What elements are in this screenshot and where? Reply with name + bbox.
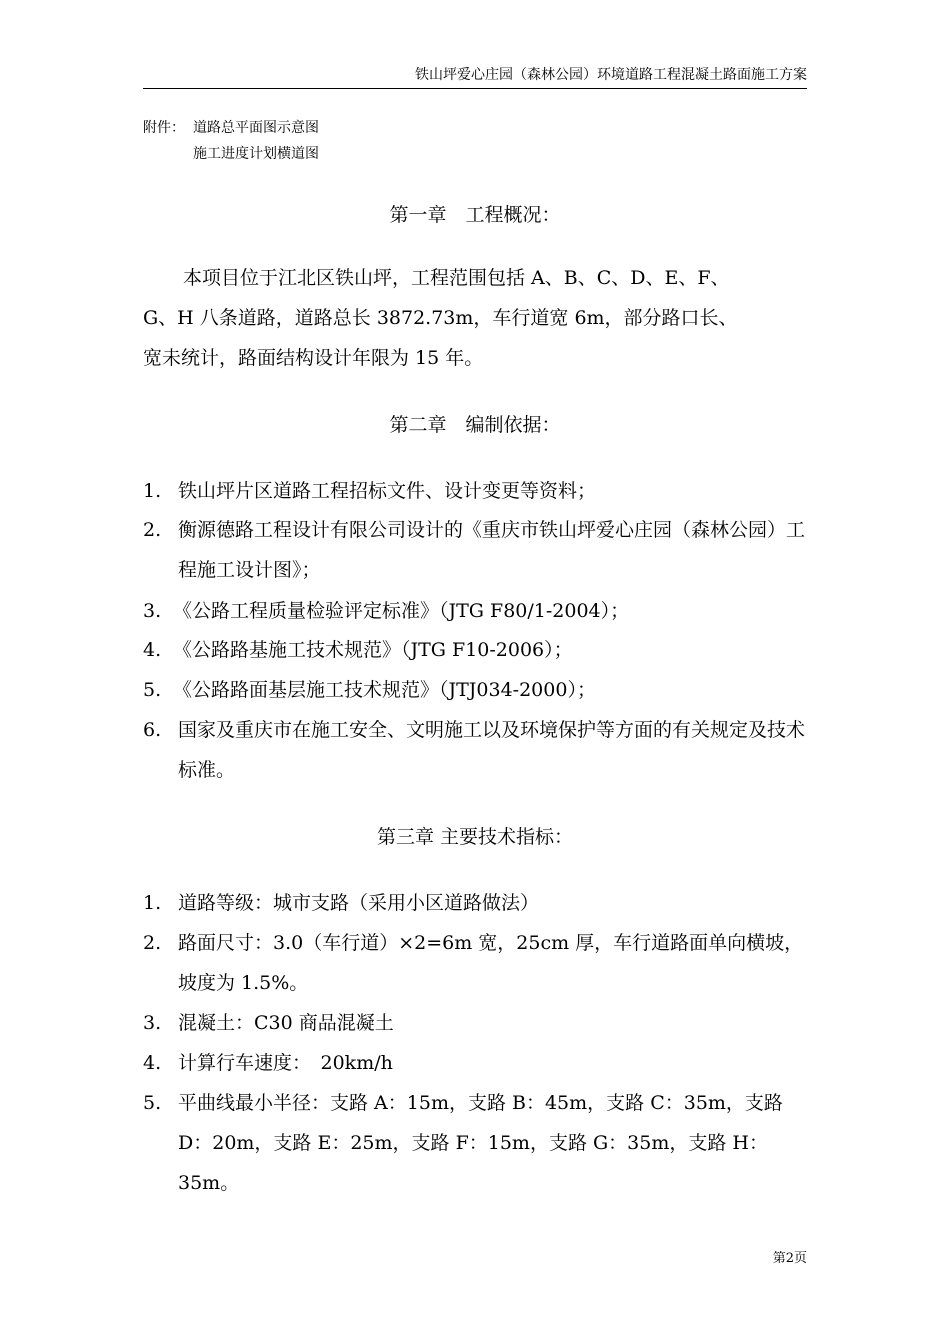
basis-item-5: 《公路路面基层施工技术规范》（JTJ034-2000）； (173, 679, 596, 701)
basis-item-5-number: 5. (143, 679, 162, 701)
spec-item-2: 路面尺寸：3.0（车行道）×2=6m 宽，25cm 厚，车行道路面单向横坡，坡度为 1.5%。 (178, 932, 804, 994)
chapter-1-title: 第一章 工程概况： (389, 204, 561, 226)
basis-item-2: 衡源德路工程设计有限公司设计的《重庆市铁山坪爱心庄园（森林公园）工程施工设计图》； (178, 519, 806, 581)
header-rule (143, 88, 807, 89)
spec-item-4-number: 4. (143, 1052, 162, 1074)
spec-item-2-number: 2. (143, 932, 162, 954)
basis-item-1: 铁山坪片区道路工程招标文件、设计变更等资料； (178, 480, 597, 502)
attachment-item-2: 施工进度计划横道图 (193, 146, 319, 162)
page-header: 铁山坪爱心庄园（森林公园）环境道路工程混凝土路面施工方案 (415, 67, 807, 83)
basis-item-2-number: 2. (143, 519, 162, 541)
attachments-label: 附件： (143, 120, 185, 136)
spec-item-1-number: 1. (143, 892, 162, 914)
basis-item-3: 《公路工程质量检验评定标准》（JTG F80/1-2004）； (173, 600, 630, 622)
basis-item-6-number: 6. (143, 719, 162, 741)
chapter-3-title: 第三章 主要技术指标： (376, 826, 574, 848)
spec-item-4: 计算行车速度： 20km/h (178, 1052, 393, 1074)
basis-item-1-number: 1. (143, 480, 162, 502)
spec-item-5-number: 5. (143, 1092, 162, 1114)
chapter-1-line-3: 宽未统计，路面结构设计年限为 15 年。 (143, 347, 484, 369)
spec-item-1: 道路等级：城市支路（采用小区道路做法） (178, 892, 540, 914)
spec-item-5: 平曲线最小半径：支路 A：15m，支路 B：45m，支路 C：35m，支路 D：20m，支路 E：25m，支路 F：15m，支路 G：35m，支路 H：35m。 (178, 1092, 783, 1194)
attachment-item-1: 道路总平面图示意图 (193, 120, 319, 136)
basis-item-6: 国家及重庆市在施工安全、文明施工以及环境保护等方面的有关规定及技术标准。 (178, 719, 806, 781)
spec-item-3-number: 3. (143, 1012, 162, 1034)
basis-item-3-number: 3. (143, 600, 162, 622)
chapter-1-line-1: 本项目位于江北区铁山坪，工程范围包括 A、B、C、D、E、F、 (183, 267, 730, 289)
basis-item-4-number: 4. (143, 639, 162, 661)
chapter-2-title: 第二章 编制依据： (389, 414, 561, 436)
page-number: 第2页 (772, 1251, 807, 1266)
chapter-1-line-2: G、H 八条道路，道路总长 3872.73m，车行道宽 6m，部分路口长、 (143, 307, 738, 329)
basis-item-4: 《公路路基施工技术规范》（JTG F10-2006）； (173, 639, 573, 661)
spec-item-3: 混凝土：C30 商品混凝土 (178, 1012, 394, 1034)
